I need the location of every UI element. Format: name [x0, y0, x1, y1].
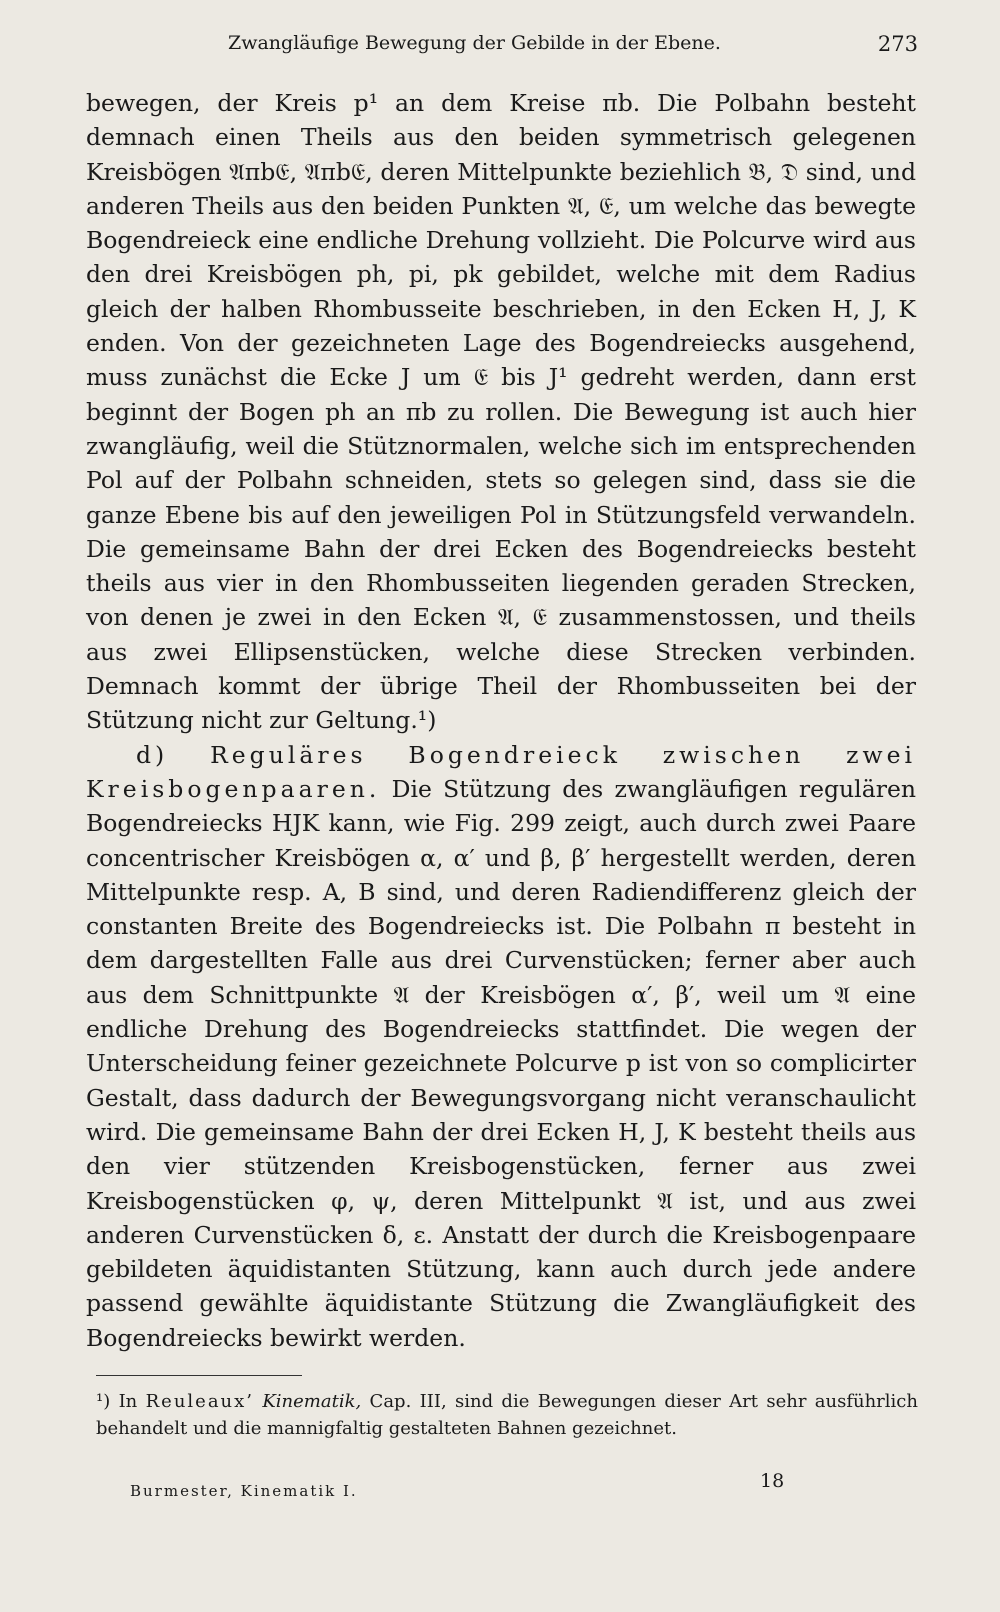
sheet-number: 18: [760, 1470, 785, 1492]
running-header: [228, 32, 918, 54]
body-text: [86, 86, 916, 1355]
footnote-text: Cap. III, sind die Bewegungen dieser Art sehr ausführlich behandelt und die mannigfaltig gestalteten Bahnen gezeichnet.: [96, 1391, 918, 1439]
paragraph-section-d: [86, 738, 916, 1355]
footnote-marker: ¹) In: [96, 1391, 138, 1412]
paragraph-polbahn: bewegen, der Kreis p¹ an dem Kreise πb. Die Polbahn besteht demnach einen Theils aus den beiden symmetrisch gelegenen Kreisbögen 𝔄πb𝔈, 𝔄πb𝔈, deren Mittelpunkte beziehlich 𝔅, 𝔇 sind, und anderen Theils aus den beiden Punkten 𝔄, 𝔈, um welche das bewegte Bogendreieck eine endliche Drehung vollzieht. Die Polcurve wird aus den drei Kreisbögen ph, pi, pk gebildet, welche mit dem Radius gleich der halben Rhombusseite beschrieben, in den Ecken H, J, K enden. Von der gezeichneten Lage des Bogendreiecks ausgehend, muss zunächst die Ecke J um 𝔈 bis J¹ gedreht werden, dann erst beginnt der Bogen ph an πb zu rollen. Die Bewegung ist auch hier zwangläufig, weil die Stütznormalen, welche sich im entsprechenden Pol auf der Polbahn schneiden, stets so gelegen sind, dass sie die ganze Ebene bis auf den jeweiligen Pol in Stützungsfeld verwandeln. Die gemeinsame Bahn der drei Ecken des Bogendreiecks besteht theils aus vier in den Rhombusseiten liegenden geraden Strecken, von denen je zwei in den Ecken 𝔄, 𝔈 zusammenstossen, und theils aus zwei Ellipsenstücken, welche diese Strecken verbinden. Demnach kommt der übrige Theil der Rhombusseiten bei der Stützung nicht zur Geltung.¹): [86, 89, 916, 735]
section-d-text: Die Stützung des zwangläufigen regulären Bogendreiecks HJK kann, wie Fig. 299 zeigt, auch durch zwei Paare concentrischer Kreisbögen α, α′ und β, β′ hergestellt werden, deren Mittelpunkte resp. A, B sind, und deren Radiendifferenz gleich der constanten Breite des Bogendreiecks ist. Die Polbahn π besteht in dem dargestellten Falle aus drei Curvenstücken; ferner aber auch aus dem Schnittpunkte 𝔄 der Kreisbögen α′, β′, weil um 𝔄 eine endliche Drehung des Bogendreiecks stattfindet. Die wegen der Unterscheidung feiner gezeichnete Polcurve p ist von so complicirter Gestalt, dass dadurch der Bewegungsvorgang nicht veranschaulicht wird. Die gemeinsame Bahn der drei Ecken H, J, K besteht theils aus den vier stützenden Kreisbogenstücken, ferner aus zwei Kreisbogenstücken φ, ψ, deren Mittelpunkt 𝔄 ist, und aus zwei anderen Curvenstücken δ, ε. Anstatt der durch die Kreisbogenpaare gebildeten äquidistanten Stützung, kann auch durch jede andere passend gewählte äquidistante Stützung die Zwangläufigkeit des Bogendreiecks bewirkt werden.: [86, 774, 916, 1352]
footnote-author: Reuleaux’: [145, 1391, 255, 1412]
section-heading: d) Reguläres Bogendreieck zwischen zwei Kreisbogenpaaren.: [86, 740, 916, 803]
running-title: Zwangläufige Bewegung der Gebilde in der Ebene.: [228, 32, 721, 54]
footnote-divider: [96, 1375, 302, 1376]
page-number: 273: [877, 32, 918, 56]
footnote-work: Kinematik,: [262, 1391, 362, 1412]
printer-signature: Burmester, Kinematik I.: [130, 1482, 358, 1500]
footnote: [96, 1388, 918, 1442]
